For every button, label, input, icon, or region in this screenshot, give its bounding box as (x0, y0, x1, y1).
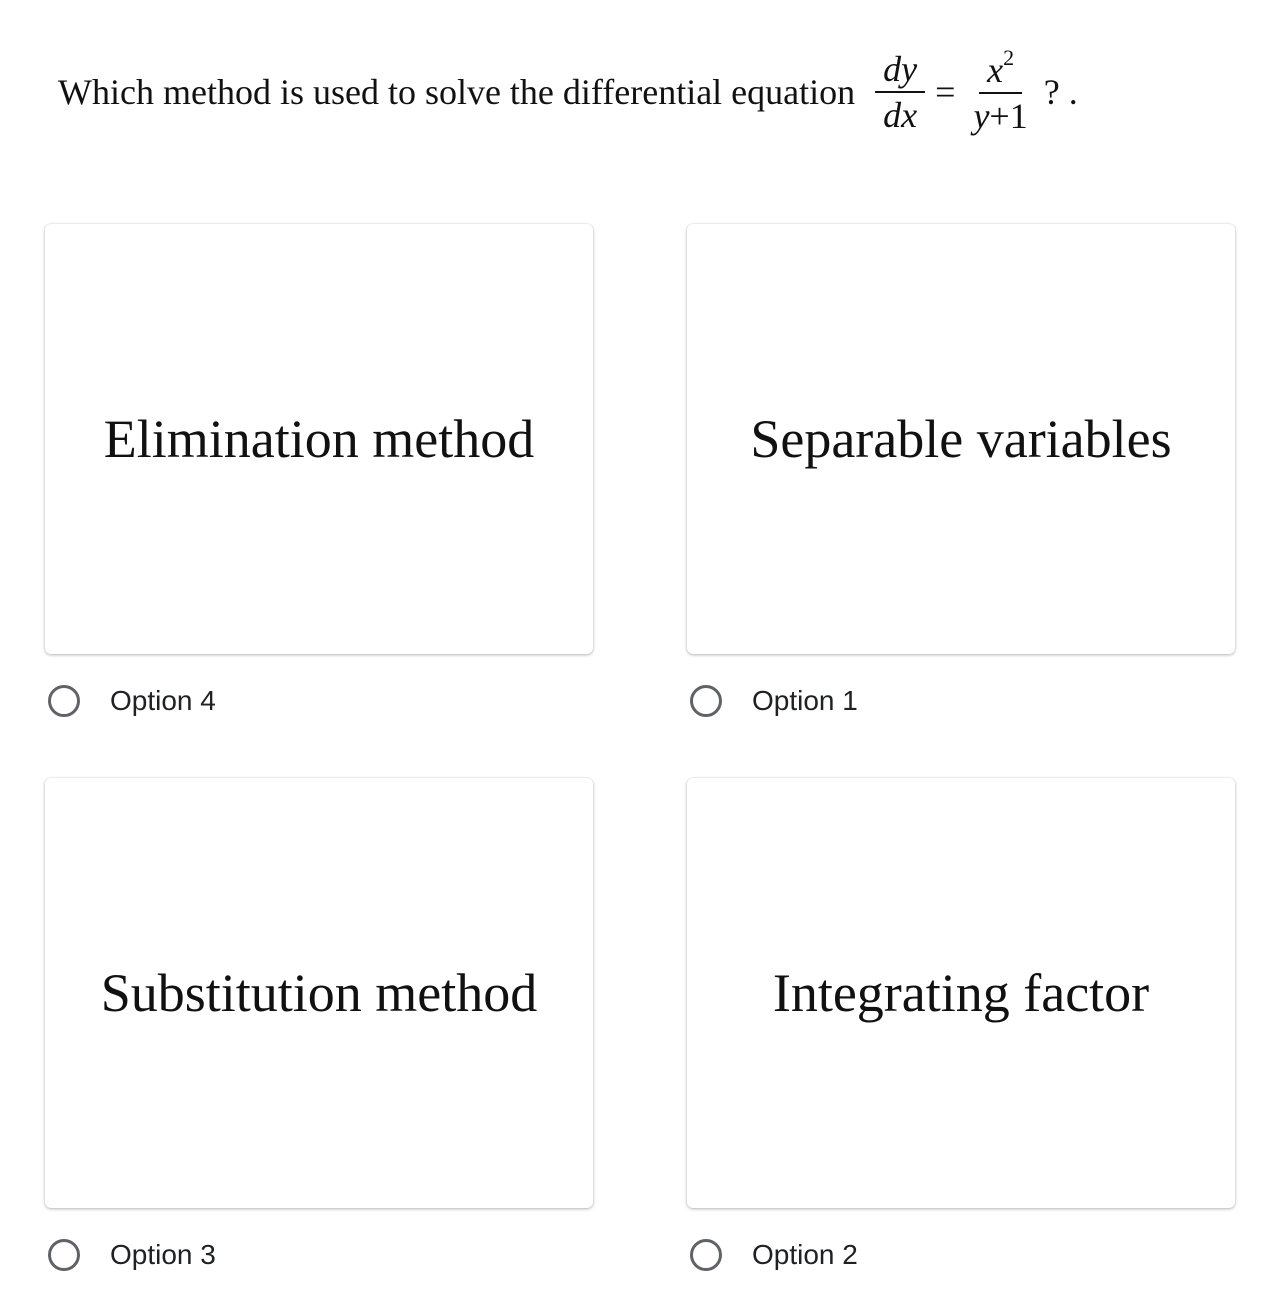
option-card-elimination[interactable] (45, 224, 593, 654)
option-card-text: Substitution method (100, 963, 538, 1023)
option-card-text: Separable variables (750, 409, 1172, 469)
radio-button[interactable] (690, 1239, 722, 1271)
option-card-integrating[interactable] (687, 778, 1235, 1208)
rhs-denominator (965, 94, 1035, 138)
radio-button[interactable] (48, 685, 80, 717)
radio-label: Option 2 (752, 1239, 858, 1270)
rhs-fraction (965, 44, 1035, 138)
radio-button[interactable] (48, 1239, 80, 1271)
option-card-text: Elimination method (103, 409, 535, 469)
lhs-denominator: dx (883, 95, 918, 135)
radio-button[interactable] (690, 685, 722, 717)
radio-label: Option 4 (110, 685, 216, 716)
question-text (58, 36, 1078, 148)
radio-option-2[interactable] (690, 1233, 858, 1277)
rhs-numerator-base: x (987, 49, 1004, 90)
question-suffix: ? . (1043, 72, 1078, 112)
radio-option-1[interactable] (690, 679, 858, 723)
equals-sign: = (935, 72, 956, 112)
option-card-text: Integrating factor (772, 963, 1150, 1023)
radio-label: Option 3 (110, 1239, 216, 1270)
lhs-numerator: dy (875, 47, 925, 93)
rhs-numerator (979, 44, 1022, 94)
lhs-fraction (875, 47, 925, 137)
radio-label: Option 1 (752, 685, 858, 716)
option-card-substitution[interactable] (45, 778, 593, 1208)
radio-option-4[interactable] (48, 679, 216, 723)
option-card-separable[interactable] (687, 224, 1235, 654)
radio-option-3[interactable] (48, 1233, 216, 1277)
question-prompt: Which method is used to solve the differential equation (58, 72, 856, 112)
rhs-numerator-exponent: 2 (1003, 44, 1015, 70)
rhs-denominator-rest: +1 (989, 95, 1028, 136)
rhs-denominator-var: y (973, 95, 990, 136)
